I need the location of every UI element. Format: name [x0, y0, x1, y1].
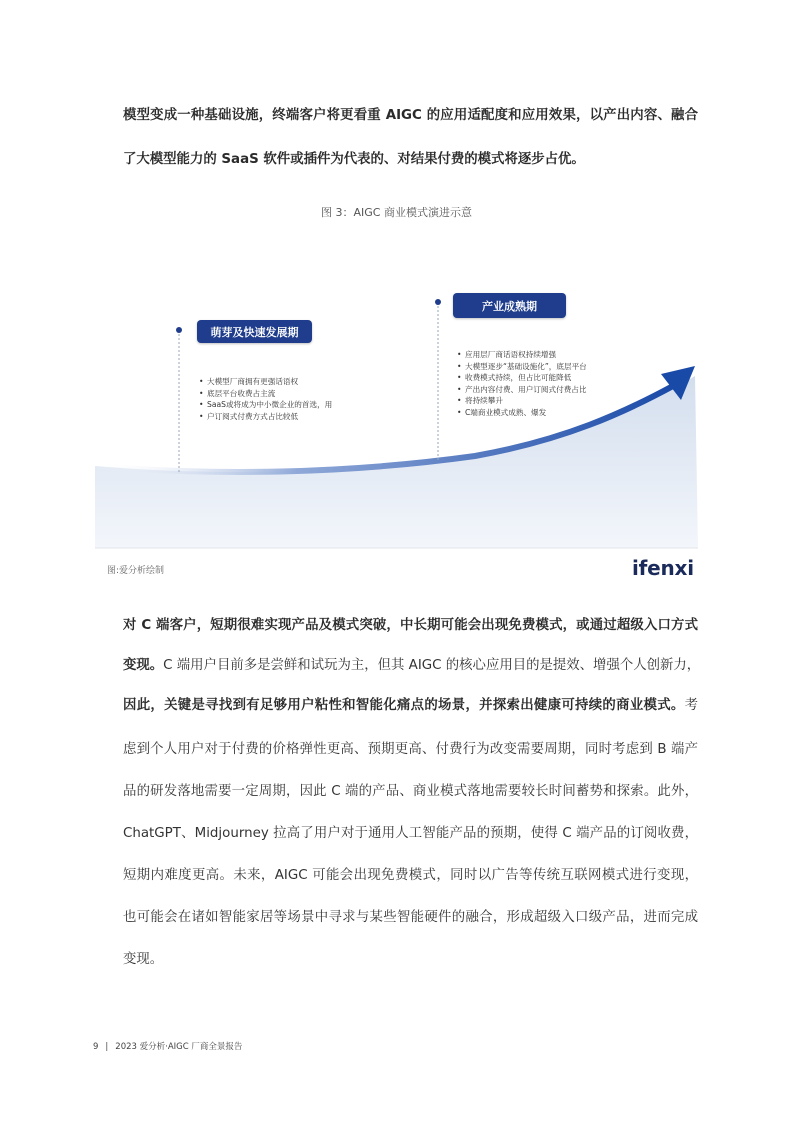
stage1-bullet-list [199, 376, 332, 422]
body-line-3-bold: 因此，关键是寻找到有足够用户粘性和智能化痛点的场景，并探索出健康可持续的商业模式。 [123, 698, 685, 713]
stage2-bullet: • 产出内容付费、用户订阅式付费占比 [457, 384, 587, 396]
business-model-figure [95, 262, 698, 554]
stage1-title: 萌芽及快速发展期 [197, 320, 312, 343]
stage1-bullet: • SaaS或将成为中小微企业的首选，用 [199, 399, 332, 411]
page-number: 9 [93, 1042, 99, 1052]
stage2-bullet: • C端商业模式成熟、爆发 [457, 407, 587, 419]
ifenxi-logo: ifenxi [632, 556, 694, 580]
body-line-8: 也可能会在诸如智能家居等场景中寻求与某些智能硬件的融合，形成超级入口级产品，进而完成 [123, 910, 698, 925]
stage2-bullet-list [457, 349, 587, 418]
figure-source: 图:爱分析绘制 [107, 566, 165, 576]
report-title: 2023 爱分析·AIGC 厂商全景报告 [115, 1042, 243, 1052]
body-line-2-bold: 变现。 [123, 658, 164, 673]
body-line-9: 变现。 [123, 952, 164, 967]
stage1-marker-dot [176, 327, 182, 333]
figure-graphic [95, 262, 698, 554]
stage2-bullet: • 应用层厂商话语权持续增强 [457, 349, 587, 361]
body-line-3 [123, 696, 698, 716]
stage1-bullet-continuation: • 户订阅式付费方式占比较低 [199, 411, 332, 423]
footer-divider: | [105, 1042, 109, 1052]
stage2-bullet: • 大模型逐步“基础设施化”，底层平台 [457, 361, 587, 373]
figure-caption: 图 3：AIGC 商业模式演进示意 [321, 206, 472, 219]
body-line-7: 短期内难度更高。未来，AIGC 可能会出现免费模式，同时以广告等传统互联网模式进行变现， [123, 868, 698, 883]
stage2-bullet-continuation: • 将持续攀升 [457, 395, 587, 407]
stage2-bullet-continuation: • 收费模式持续，但占比可能降低 [457, 372, 587, 384]
stage1-bullet: • 大模型厂商拥有更强话语权 [199, 376, 332, 388]
body-line-2 [123, 656, 701, 676]
body-line-2-rest: C 端用户目前多是尝鲜和试玩为主，但其 AIGC 的核心应用目的是提效、增强个人创新力， [163, 658, 701, 673]
body-line-6: ChatGPT、Midjourney 拉高了用户对于通用人工智能产品的预期，使得 C 端产品的订阅收费， [123, 826, 698, 841]
intro-line-2: 了大模型能力的 SaaS 软件或插件为代表的、对结果付费的模式将逐步占优。 [123, 152, 585, 167]
stage2-title: 产业成熟期 [453, 293, 566, 318]
growth-area [95, 376, 698, 548]
body-line-3-rest: 考 [684, 698, 698, 713]
body-line-4: 虑到个人用户对于付费的价格弹性更高、预期更高、付费行为改变需要周期，同时考虑到 B 端产 [123, 742, 698, 757]
page-footer [93, 1040, 242, 1052]
body-line-5: 品的研发落地需要一定周期，因此 C 端的产品、商业模式落地需要较长时间蓄势和探索。此外， [123, 784, 698, 799]
intro-line-1: 模型变成一种基础设施，终端客户将更看重 AIGC 的应用适配度和应用效果，以产出内容、融合 [123, 108, 698, 123]
stage2-marker-dot [435, 299, 441, 305]
body-line-1: 对 C 端客户，短期很难实现产品及模式突破，中长期可能会出现免费模式，或通过超级入口方式 [123, 618, 698, 633]
stage1-bullet: • 底层平台收费占主流 [199, 388, 332, 400]
